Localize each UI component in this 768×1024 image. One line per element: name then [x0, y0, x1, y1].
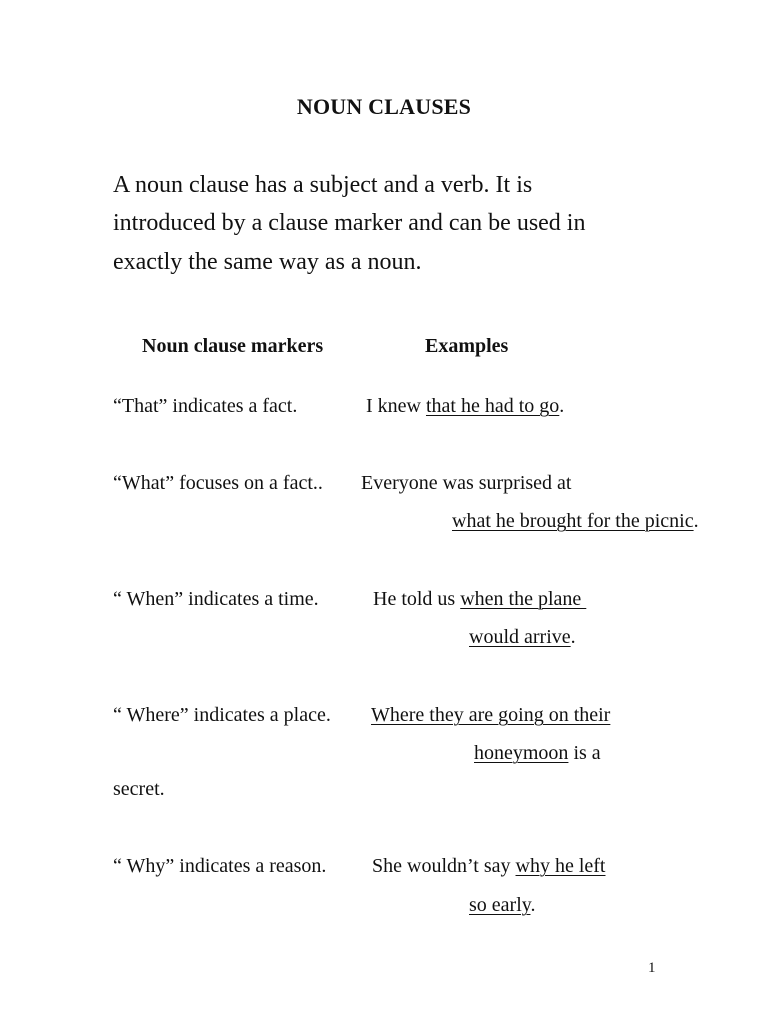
intro-line-2: introduced by a clause marker and can be used in — [113, 210, 586, 236]
example-noun-clause: so early — [469, 894, 531, 916]
example-trail: . — [559, 395, 565, 417]
example-lead: He told us — [373, 588, 461, 610]
example-lead: I knew — [366, 395, 426, 417]
example-trail: . — [693, 510, 699, 532]
example-what-line-2 — [452, 510, 699, 533]
example-noun-clause: why he left — [515, 855, 606, 877]
example-what-line-1: Everyone was surprised at — [361, 472, 572, 494]
intro-line-1: A noun clause has a subject and a verb. It is — [113, 172, 533, 198]
example-noun-clause: that he had to go — [425, 395, 560, 417]
marker-where: “ Where” indicates a place. — [113, 704, 331, 726]
example-when-line-2 — [469, 626, 576, 649]
example-trail: is a — [568, 742, 601, 764]
example-trail: . — [530, 894, 536, 916]
marker-what: “What” focuses on a fact.. — [113, 472, 323, 494]
example-lead: She wouldn’t say — [372, 855, 516, 877]
example-why-line-1 — [372, 855, 606, 878]
example-noun-clause: when the plane — [460, 588, 587, 610]
example-noun-clause: what he brought for the picnic — [452, 510, 694, 532]
example-where-line-3: secret. — [113, 778, 165, 800]
marker-that: “That” indicates a fact. — [113, 395, 298, 417]
marker-why: “ Why” indicates a reason. — [113, 855, 327, 877]
examples-header: Examples — [425, 335, 509, 357]
example-where-line-1 — [371, 704, 610, 727]
markers-header: Noun clause markers — [142, 335, 324, 357]
example-when-line-1 — [373, 588, 586, 611]
example-noun-clause: Where they are going on their — [371, 704, 611, 726]
example-why-line-2 — [469, 894, 535, 917]
example-where-line-2 — [474, 742, 601, 765]
intro-line-3: exactly the same way as a noun. — [113, 249, 422, 275]
page-number: 1 — [648, 960, 656, 976]
example-that — [366, 395, 564, 418]
example-trail: . — [570, 626, 576, 648]
example-noun-clause: would arrive — [469, 626, 571, 648]
marker-when: “ When” indicates a time. — [113, 588, 319, 610]
page-title: NOUN CLAUSES — [296, 94, 472, 119]
example-noun-clause: honeymoon — [474, 742, 569, 764]
